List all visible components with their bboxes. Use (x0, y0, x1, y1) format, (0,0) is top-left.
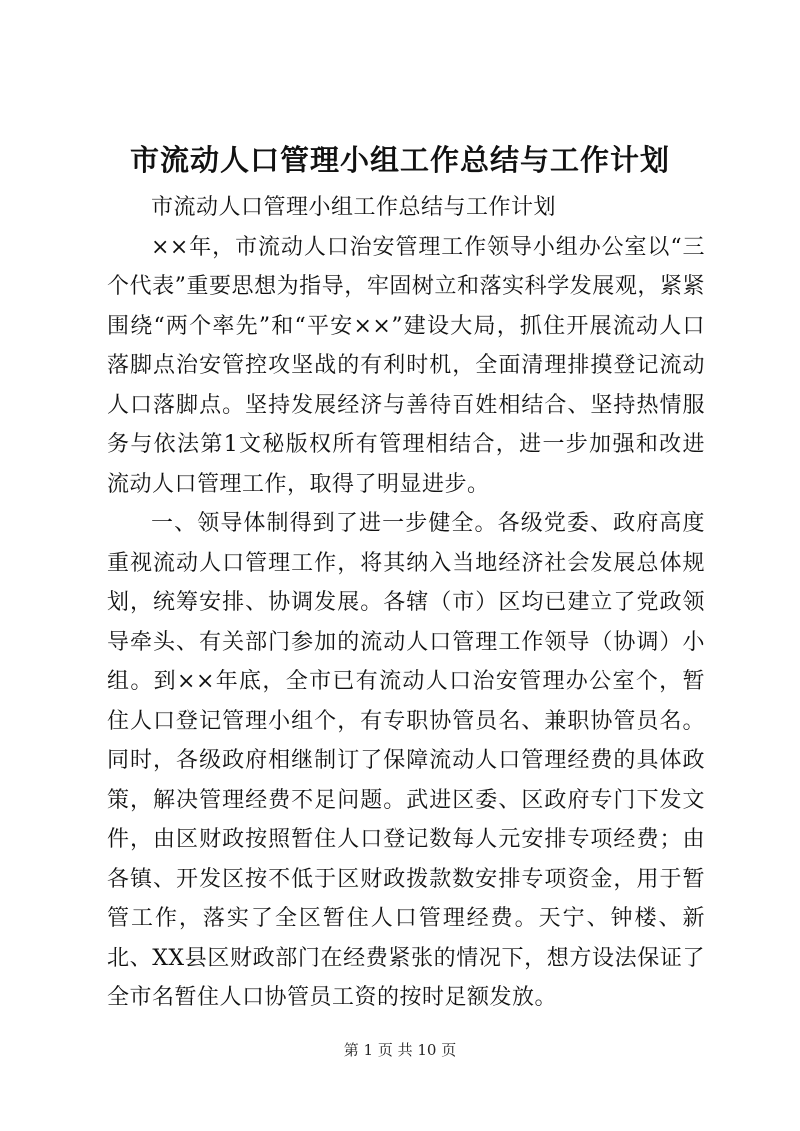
page-footer: 第 1 页 共 10 页 (343, 1041, 457, 1059)
intro-paragraph: ××年，市流动人口治安管理工作领导小组办公室以“三个代表”重要思想为指导，牢固树立和落实科学发展观，紧紧围绕“两个率先”和“平安××”建设大局，抓住开展流动人口落脚点治安管控攻坚战的有利时机，全面清理排摸登记流动人口落脚点。坚持发展经济与善待百姓相结合、坚持热情服务与依法第1文秘版权所有管理相结合，进一步加强和改进流动人口管理工作，取得了明显进步。 (107, 234, 705, 497)
subtitle-paragraph: 市流动人口管理小组工作总结与工作计划 (151, 195, 557, 220)
section-one-paragraph: 一、领导体制得到了进一步健全。各级党委、政府高度重视流动人口管理工作，将其纳入当地经济社会发展总体规划，统筹安排、协调发展。各辖（市）区均已建立了党政领导牵头、有关部门参加的流动人口管理工作领导（协调）小组。到××年底，全市已有流动人口治安管理办公室个，暂住人口登记管理小组个，有专职协管员名、兼职协管员名。同时，各级政府相继制订了保障流动人口管理经费的具体政策，解决管理经费不足问题。武进区委、区政府专门下发文件，由区财政按照暂住人口登记数每人元安排专项经费；由各镇、开发区按不低于区财政拨款数安排专项资金，用于暂管工作，落实了全区暂住人口管理经费。天宁、钟楼、新北、XX县区财政部门在经费紧张的情况下，想方设法保证了全市名暂住人口协管员工资的按时足额发放。 (107, 511, 705, 1010)
document-body (107, 188, 705, 1018)
document-title: 市流动人口管理小组工作总结与工作计划 (129, 143, 670, 177)
